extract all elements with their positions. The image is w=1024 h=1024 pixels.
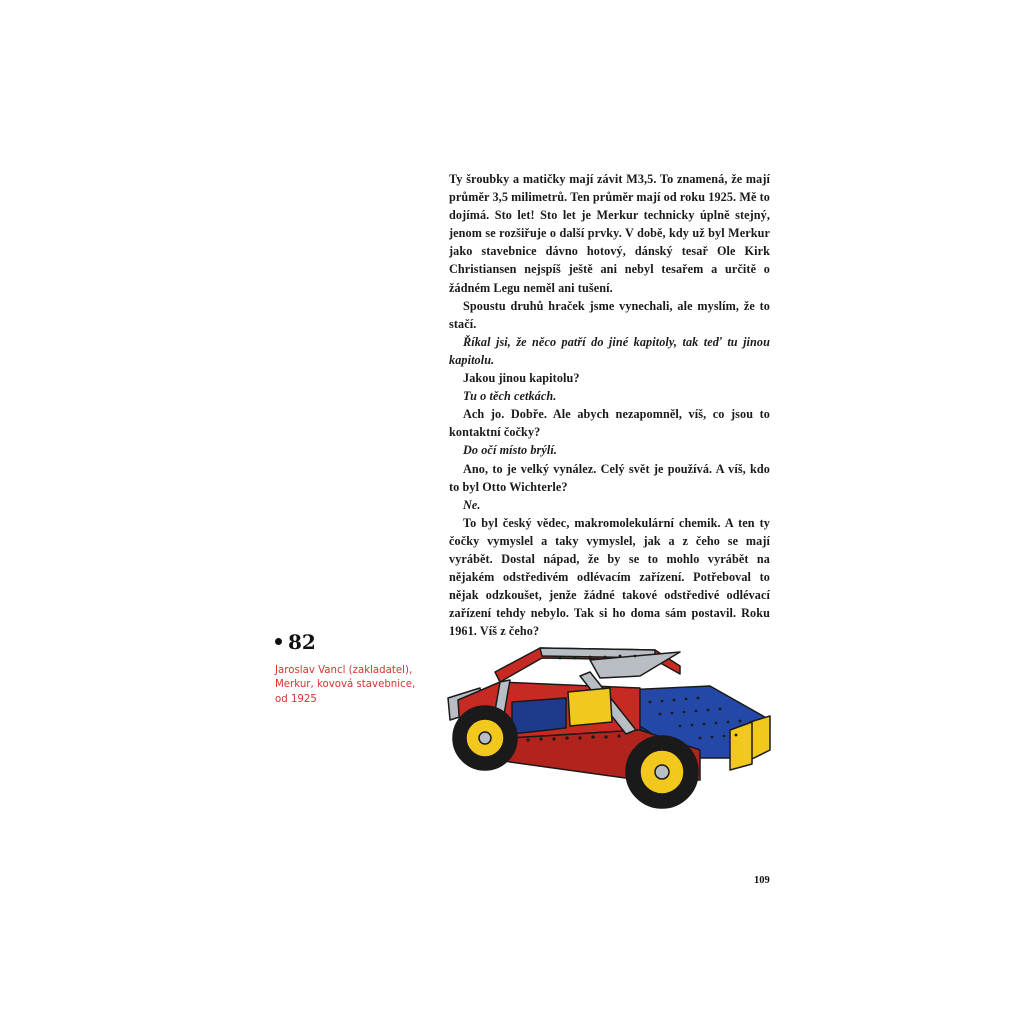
paragraph-italic: Říkal jsi, že něco patří do jiné kapitoly, tak teď tu jinou kapitolu. xyxy=(449,334,770,367)
paragraph: Jakou jinou kapitolu? xyxy=(463,371,580,386)
page-number: 109 xyxy=(754,875,770,886)
caption xyxy=(275,664,425,707)
bullet-icon xyxy=(275,638,282,645)
body-text xyxy=(449,170,770,640)
paragraph: Ach jo. Dobře. Ale abych nezapomněl, víš, co jsou to kontaktní čočky? xyxy=(449,407,770,440)
paragraph: Spoustu druhů hraček jsme vynechali, ale myslím, že to stačí. xyxy=(449,298,770,331)
car-illustration xyxy=(440,630,775,815)
caption-line: od 1925 xyxy=(275,693,317,705)
paragraph: Ty šroubky a matičky mají závit M3,5. To znamená, že mají průměr 3,5 milimetrů. Ten průměr mají od roku 1925. Mě to dojímá. Sto let! Sto let je Merkur technicky úplně stejný, jenom se rozšiřuje o další prvky. V době, kdy už byl Merkur jako stavebnice dávno hotový, dánský tesař Ole Kirk Christiansen nejspíš ještě ani nebyl tesařem a určitě o žádném Legu neměl ani tušení. xyxy=(449,172,770,295)
paragraph-italic: Tu o těch cetkách. xyxy=(463,389,557,404)
item-number xyxy=(275,630,316,654)
caption-line: Merkur, kovová stavebnice, xyxy=(275,679,416,691)
paragraph: Ano, to je velký vynález. Celý svět je používá. A víš, kdo to byl Otto Wichterle? xyxy=(449,461,770,494)
paragraph: To byl český vědec, makromolekulární chemik. A ten ty čočky vymyslel a taky vymyslel, jak a z čeho se mají vyrábět. Dostal nápad, že by se to mohlo vyrábět na nějakém odstředivém odlévacím zařízení. Potřeboval to nějak odzkoušet, jenže žádné takové odstředivé odlévací zařízení tehdy nebylo. Tak si ho doma sám postavil. Roku 1961. Víš z čeho? xyxy=(449,515,770,639)
item-number-value: 82 xyxy=(288,630,316,654)
caption-line: Jaroslav Vancl (zakladatel), xyxy=(275,665,413,676)
paragraph-italic: Do očí místo brýlí. xyxy=(463,443,557,458)
paragraph-italic: Ne. xyxy=(463,497,481,512)
